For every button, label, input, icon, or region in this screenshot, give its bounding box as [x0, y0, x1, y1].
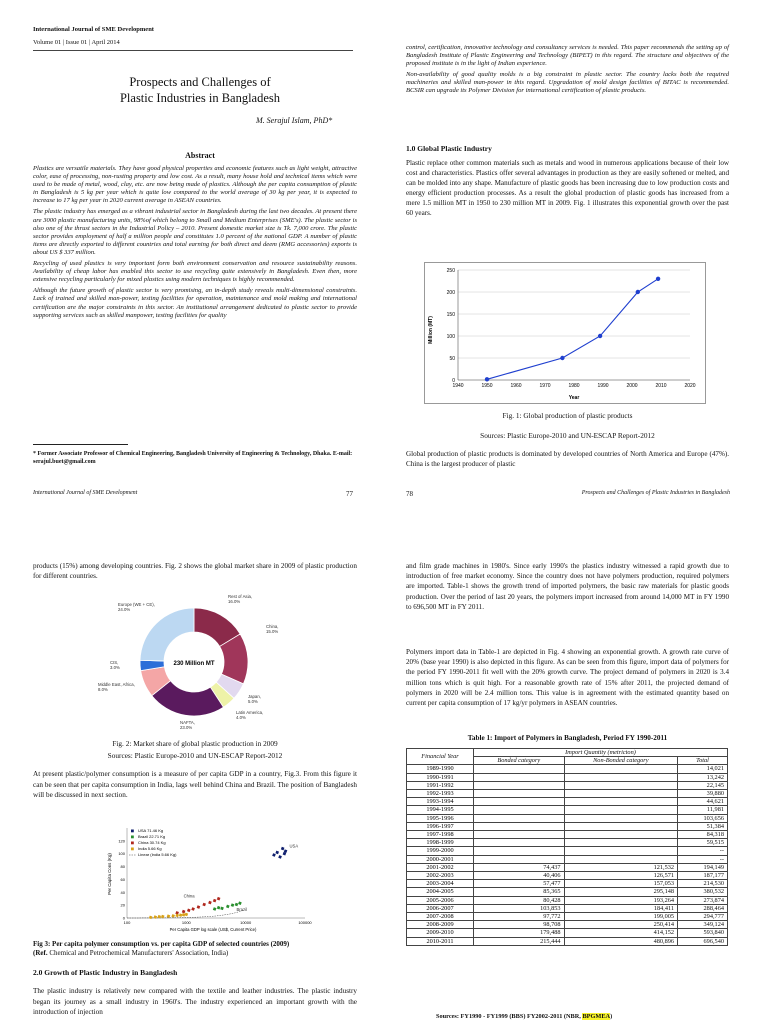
cell-bonded: 179,488 [474, 929, 565, 937]
fig1-y-tick-label: 150 [446, 311, 455, 318]
title-line-1: Prospects and Challenges of [129, 75, 271, 89]
fig1-y-tick-label: 50 [449, 355, 455, 362]
fig2-slice-label: Europe (WE + CE), 24.0% [118, 602, 155, 612]
table-row [407, 863, 728, 871]
fig3-ylabel: Per Capita Cons (Kg) [107, 853, 112, 895]
abstract-para-4: Although the future growth of plastic sector is very promising, an in-depth study reveals multi-dimensional constraints. Lack of trained and skilled man-power, testing facilities for operation, maintenance and mold making and international certification are the major constraints in this sector. An institutional arrangement dedicated to plastic sector to provide supporting services such as skilled manpower, testing facilities for quality [33, 287, 357, 319]
cell-year: 2006-2007 [407, 904, 474, 912]
fig3-data-point [185, 913, 189, 917]
fig3-ref-open: ( [33, 949, 36, 957]
fig2-slice-label: CIS, 3.0% [110, 660, 120, 670]
cell-year: 2002-2003 [407, 872, 474, 880]
fig1-data-point [598, 334, 602, 338]
cell-non-bonded [564, 831, 677, 839]
cell-total: 593,840 [678, 929, 728, 937]
cell-bonded [474, 831, 565, 839]
cell-total: 288,464 [678, 904, 728, 912]
p79-consumption-text: At present plastic/polymer consumption is a measure of per capita GDP in a country, Fig.3. From this figure it can be seen that per capita consumption in India, lags well behind China and Brazil. The position of Bangladesh will be discussed in next section. [33, 770, 357, 799]
table-source [436, 1013, 612, 1020]
cell-non-bonded: 480,896 [564, 937, 677, 945]
cell-non-bonded [564, 822, 677, 830]
cell-bonded: 215,444 [474, 937, 565, 945]
th-bonded: Bonded category [474, 757, 565, 765]
fig2-slice-label: Japan, 5.0% [248, 694, 261, 704]
cell-non-bonded: 295,148 [564, 888, 677, 896]
fig3-y-tick-label: 40 [120, 889, 125, 895]
cell-year: 2003-2004 [407, 880, 474, 888]
fig3-legend-swatch [131, 848, 134, 851]
cell-total: 84,318 [678, 831, 728, 839]
cell-year: 2010-2011 [407, 937, 474, 945]
cell-total: 13,242 [678, 773, 728, 781]
fig3-y-tick-label: 20 [120, 902, 125, 908]
table-row [407, 814, 728, 822]
cell-bonded: 98,708 [474, 921, 565, 929]
fig1-x-tick-label: 2020 [684, 383, 696, 389]
fig2-chart [90, 590, 310, 730]
table-row [407, 790, 728, 798]
table-source-highlight: BPGMEA [582, 1013, 611, 1020]
p79-text-top: products (15%) among developing countries. Fig. 2 shows the global market share in 2009 of plastic production for different countries. [33, 562, 357, 580]
fig1-data-point [656, 277, 660, 281]
p80-text-top: and film grade machines in 1980's. Since early 1990's the plastics industry witnessed a rapid growth due to introduction of free market economy. Since the country does not have polymers production, required polymers are imported. Table-1 shows the growth trend of imported polymers, the basic raw materials for plastic goods production. Over the period of last 20 years, the polymers import increased from around 14,000 MT in FY 1990 to 696,500 MT in FY 2011. [406, 562, 729, 611]
table-row [407, 880, 728, 888]
p78-page-number: 78 [406, 490, 413, 498]
table-row [407, 929, 728, 937]
table-1-title: Table 1: Import of Polymers in Bangladesh, Period FY 1990-2011 [467, 734, 668, 742]
fig3-annotation: USA [289, 843, 299, 849]
cell-total: 51,384 [678, 822, 728, 830]
table-source-close: ) [610, 1013, 613, 1020]
table-row [407, 855, 728, 863]
fig1-y-tick-label: 200 [446, 289, 455, 296]
fig1-x-tick-label: 1990 [597, 383, 609, 389]
cell-non-bonded: 121,532 [564, 863, 677, 871]
author: M. Serajul Islam, PhD* [256, 116, 333, 125]
fig2-slice-label: Latin America, 4.0% [236, 710, 264, 720]
cell-total: 273,874 [678, 896, 728, 904]
abstract-heading: Abstract [185, 151, 215, 160]
cell-non-bonded: 157,053 [564, 880, 677, 888]
cell-year: 1991-1992 [407, 781, 474, 789]
fig3-ref-label: Ref. [35, 949, 48, 957]
cell-non-bonded: 414,152 [564, 929, 677, 937]
fig1-data-point [636, 290, 640, 294]
table-row [407, 781, 728, 789]
cell-bonded [474, 765, 565, 773]
cell-bonded [474, 839, 565, 847]
cell-non-bonded [564, 781, 677, 789]
cell-total: 349,124 [678, 921, 728, 929]
cell-total: -- [678, 855, 728, 863]
fig3-legend-label: Brazil 22.71 Kg [138, 834, 166, 839]
cell-non-bonded [564, 847, 677, 855]
table-row [407, 847, 728, 855]
cell-total: 380,532 [678, 888, 728, 896]
fig3-y-tick-label: 120 [118, 838, 125, 844]
fig3-data-point [154, 915, 158, 919]
p77-page-number: 77 [346, 490, 353, 498]
fig3-data-point [187, 908, 191, 912]
cell-non-bonded: 193,264 [564, 896, 677, 904]
cell-total: 59,515 [678, 839, 728, 847]
cell-year: 2004-2005 [407, 888, 474, 896]
import-table [406, 748, 728, 946]
fig1-x-tick-label: 1950 [481, 383, 493, 389]
table-row [407, 798, 728, 806]
cell-year: 1990-1991 [407, 773, 474, 781]
cell-bonded: 80,428 [474, 896, 565, 904]
cell-total: 39,880 [678, 790, 728, 798]
cell-non-bonded [564, 790, 677, 798]
fig3-chart [105, 822, 310, 934]
cell-non-bonded: 199,005 [564, 913, 677, 921]
fig3-data-point [182, 910, 186, 914]
fig3-data-point [278, 855, 282, 859]
cell-non-bonded [564, 765, 677, 773]
fig3-data-point [191, 907, 195, 911]
cell-year: 1998-1999 [407, 839, 474, 847]
fig3-y-tick-label: 60 [120, 876, 125, 882]
fig3-data-point [272, 853, 276, 857]
section-1-text: Plastic replace other common materials such as metals and wood in numerous applications because of their low cost and characteristics. Plastics offer several advantages in production as they are easily softened or melted, and can be molded into any shape. Manufacture of plastic goods has been increasing due to low production costs and energy efficient production processes. As a result the global production of plastic goods has increased from a mere 1.5 million MT in 1950 to 230 million MT in 2009. Fig. 1 illustrates this exponential growth over the past 60 years. [406, 159, 729, 217]
cell-bonded: 85,365 [474, 888, 565, 896]
cell-year: 2008-2009 [407, 921, 474, 929]
fig3-annotation: Brazil [236, 906, 247, 912]
fig1-chart [424, 262, 706, 404]
fig1-data-point [485, 377, 489, 381]
cell-year: 1992-1993 [407, 790, 474, 798]
cell-bonded [474, 790, 565, 798]
cell-total: 214,530 [678, 880, 728, 888]
after-fig1-text: Global production of plastic products is dominated by developed countries of North America and Europe (47%). China is the largest producer of plastic [406, 450, 729, 468]
fig1-data-point [560, 356, 564, 360]
cell-bonded: 103,853 [474, 904, 565, 912]
cell-non-bonded [564, 855, 677, 863]
cell-total: 11,981 [678, 806, 728, 814]
fig1-x-tick-label: 1970 [539, 383, 551, 389]
abstract-continued [406, 44, 729, 96]
fig3-data-point [149, 916, 153, 920]
cell-total: 103,656 [678, 814, 728, 822]
fig3-xlabel: Per Capita GDP log scale (US$, Current Price) [169, 927, 257, 932]
fig3-legend-label: Linear (India 5.66 Kg) [138, 852, 177, 857]
cell-year: 2009-2010 [407, 929, 474, 937]
table-row [407, 872, 728, 880]
cell-bonded [474, 781, 565, 789]
cell-year: 2005-2006 [407, 896, 474, 904]
p80-text-2: Polymers import data in Table-1 are depicted in Fig. 4 showing an exponential growth. A growth rate curve of 20% (base year 1990) is also depicted in this figure. As can be seen from this figure, import data of polymers for the period FY 1990-2011 fit well with the 20% growth curve. The project demand of polymers in 2020 is 3.4 million tons which is quit high. For a reasonable growth rate of 15% after 2011, the projected demand of polymers in 2020 will be 2.4 million tons. This value is in agreement with the estimated quantity based on current per capita consumption of 17 kg/yr polymers in ASEAN countries. [406, 648, 729, 708]
fig3-y-tick-label: 100 [118, 851, 125, 857]
table-row [407, 773, 728, 781]
table-row [407, 888, 728, 896]
cell-non-bonded: 184,411 [564, 904, 677, 912]
import-table-body [407, 765, 728, 945]
fig2-slice-label: China, 15.0% [266, 624, 279, 634]
abstract-para-2: The plastic industry has emerged as a vibrant industrial sector in Bangladesh during the last two decades. At present there are 3000 plastic manufacturing units, 98%of which belong to Small and Medium Enterprises (SME's). The plastic sector is also one of the thrust sectors in the Industrial Policy – 2010. Present domestic market size is Tk. 7,000 crore. The plastic sector provides employment of half a million people and constitutes 1.0 percent of the national GDP. A number of plastic items are directly exported to different countries and total earning for both direct and deem (RMG accessories) exports is about US $ 337 million. [33, 208, 357, 256]
section-1-heading: 1.0 Global Plastic Industry [406, 144, 492, 153]
fig3-x-tick-label: 100000 [298, 920, 312, 925]
fig3-legend-swatch [131, 836, 134, 839]
th-total: Total [678, 757, 728, 765]
th-financial-year: Financial Year [407, 749, 474, 765]
cell-year: 1995-1996 [407, 814, 474, 822]
fig2-slice [140, 608, 194, 661]
cell-non-bonded [564, 798, 677, 806]
cell-year: 2001-2002 [407, 863, 474, 871]
cell-year: 1999-2000 [407, 847, 474, 855]
cell-bonded [474, 798, 565, 806]
fig1-x-tick-label: 1980 [568, 383, 580, 389]
volume-line: Volume 01 | Issue 01 | April 2014 [33, 39, 120, 46]
fig3-data-point [226, 905, 230, 909]
cell-non-bonded: 126,571 [564, 872, 677, 880]
fig2-caption: Fig. 2: Market share of global plastic production in 2009 [112, 739, 278, 748]
cell-total: 44,621 [678, 798, 728, 806]
fig3-ref-text: Chemical and Petrochemical Manufacturers' Association, India) [47, 949, 229, 957]
fig3-data-point [235, 903, 239, 907]
fig3-x-tick-label: 1000 [181, 920, 191, 925]
fig2-slice-label: Rest of Asia, 16.0% [228, 594, 253, 604]
abstract-body [33, 165, 357, 320]
fig2-center-label: 230 Million MT [173, 661, 215, 667]
table-row [407, 765, 728, 773]
cell-total: 294,777 [678, 913, 728, 921]
th-import-quantity: Import Quantity (metricton) [474, 749, 728, 757]
table-row [407, 921, 728, 929]
section-2-heading: 2.0 Growth of Plastic Industry in Bangladesh [33, 968, 178, 977]
cell-non-bonded [564, 773, 677, 781]
fig2-source: Sources: Plastic Europe-2010 and UN-ESCAP Report-2012 [107, 751, 283, 760]
fig1-y-tick-label: 100 [446, 333, 455, 340]
cell-year: 1993-1994 [407, 798, 474, 806]
fig3-data-point [217, 906, 221, 910]
cell-non-bonded [564, 806, 677, 814]
fig3-data-point [231, 903, 235, 907]
fig1-y-tick-label: 0 [452, 377, 455, 384]
abstract-para-3: Recycling of used plastics is very important form both environment conservation and resource sustainability reasons. Availability of cheap labor has enabled this sector to use recycling quite extensively in Bangladesh. Even then, more extensive recycling particularly for mixed plastics using modern techniques is highly recommended. [33, 260, 357, 284]
fig3-legend-label: USA 71.46 Kg [138, 828, 164, 833]
fig3-data-point [238, 901, 242, 905]
cell-total: 14,021 [678, 765, 728, 773]
table-row [407, 937, 728, 945]
fig3-data-point [275, 851, 279, 855]
cell-non-bonded [564, 814, 677, 822]
fig3-caption-text: Fig 3: Per capita polymer consumption vs. per capita GDP of selected countries (2009) [33, 940, 290, 948]
fig3-data-point [175, 914, 179, 918]
cell-non-bonded [564, 839, 677, 847]
fig3-data-point [202, 903, 206, 907]
cell-total: 22,145 [678, 781, 728, 789]
article-title [60, 74, 340, 106]
fig3-data-point [213, 899, 217, 903]
cell-total: 194,149 [678, 863, 728, 871]
fig3-x-tick-label: 100 [123, 920, 131, 925]
footnote: * Former Associate Professor of Chemical Engineering, Bangladesh University of Engineering & Technology, Dhaka. E-mail: serajul.buet@gmail.com [33, 451, 353, 465]
fig3-y-tick-label: 0 [122, 915, 125, 921]
table-row [407, 839, 728, 847]
footnote-rule [33, 444, 128, 445]
cell-bonded [474, 806, 565, 814]
cell-year: 2007-2008 [407, 913, 474, 921]
cell-bonded [474, 847, 565, 855]
cell-year: 1994-1995 [407, 806, 474, 814]
fig3-data-point [208, 901, 212, 905]
cell-bonded: 57,477 [474, 880, 565, 888]
fig3-data-point [213, 907, 217, 911]
cell-year: 1989-1990 [407, 765, 474, 773]
abstract-cont-para-2: Non-availability of good quality molds is a big constraint in plastic sector. The country lacks both the required machineries and skilled man-power in this regard. Upgradation of mold design facilities of BITAC is recommended. BCSIR can upgrade its Polymer Division for international certification of plastic products. [406, 71, 729, 95]
fig2-slice-label: Middle East, Africa, 8.0% [98, 682, 135, 692]
fig3-data-point [197, 905, 201, 909]
fig1-ylabel: Million (MT) [428, 316, 434, 344]
fig1-caption: Fig. 1: Global production of plastic products [502, 411, 633, 420]
table-row [407, 822, 728, 830]
cell-bonded: 40,406 [474, 872, 565, 880]
abstract-para-1: Plastics are versatile materials. They have good physical properties and economic features such as light weight, attractive color, ease of processing, non-rusting property and low cost. As a result, many house hold and technical items which were used to be made of metal, wood, clay, etc. are now being made of plastics. Although the per capita consumption of plastic in Bangladesh is 5 kg per year which is quite low compared to the world average of 30 kg per year, it is expected to increase to 17 kg per year in 2020 current average in ASEAN countries. [33, 165, 357, 205]
fig3-legend-label: India 5.66 Kg [138, 846, 162, 851]
abstract-cont-para-1: control, certification, innovative technology and consultancy services is needed. This paper recommends the setting up of Bangladesh Institute of Plastic Engineering and Technology (BIPET) in this regard. The structure and objectives of the proposed institute is in the light of Indian experience. [406, 44, 729, 68]
header-rule [33, 50, 353, 51]
cell-bonded [474, 855, 565, 863]
cell-year: 1997-1998 [407, 831, 474, 839]
cell-total: 696,540 [678, 937, 728, 945]
fig2-slice-label: NAFTA, 23.0% [180, 720, 195, 730]
cell-year: 2000-2001 [407, 855, 474, 863]
fig3-caption [33, 940, 357, 958]
fig1-x-tick-label: 2010 [655, 383, 667, 389]
fig3-data-point [281, 847, 285, 851]
cell-bonded [474, 822, 565, 830]
cell-bonded: 74,437 [474, 863, 565, 871]
fig3-data-point [220, 907, 224, 911]
fig3-legend-swatch [131, 842, 134, 845]
fig3-legend-swatch [131, 830, 134, 833]
table-row [407, 904, 728, 912]
title-line-2: Plastic Industries in Bangladesh [119, 91, 281, 105]
table-row [407, 896, 728, 904]
fig3-legend-label: China 30.74 Kg [138, 840, 166, 845]
fig1-x-tick-label: 1960 [510, 383, 522, 389]
table-row [407, 913, 728, 921]
fig3-data-point [179, 913, 183, 917]
section-2-text: The plastic industry is relatively new compared with the textile and leather industries. The plastic industry began its journey as a small industry in 1960's. The industry experienced an important growth with the introduction of injection [33, 987, 357, 1016]
cell-bonded [474, 773, 565, 781]
fig3-data-point [171, 914, 175, 918]
fig3-x-tick-label: 10000 [240, 920, 252, 925]
cell-bonded: 97,772 [474, 913, 565, 921]
fig3-y-tick-label: 80 [120, 864, 125, 870]
fig3-annotation: China [183, 893, 195, 899]
fig1-source: Sources: Plastic Europe-2010 and UN-ESCAP Report-2012 [480, 431, 655, 440]
fig3-data-point [217, 897, 221, 901]
table-source-text: Sources: FY1990 - FY1999 (BBS) FY2002-2011 (NBR, [436, 1013, 583, 1020]
fig1-x-tick-label: 2000 [626, 383, 638, 389]
cell-total: 187,177 [678, 872, 728, 880]
fig3-data-point [167, 914, 171, 918]
fig1-x-tick-label: 1940 [452, 383, 464, 389]
p78-footer-title: Prospects and Challenges of Plastic Industries in Bangladesh [581, 490, 730, 496]
table-row [407, 806, 728, 814]
cell-year: 1996-1997 [407, 822, 474, 830]
fig1-xlabel: Year [568, 395, 580, 401]
table-row [407, 831, 728, 839]
fig3-legend [129, 828, 177, 857]
fig1-y-tick-label: 250 [446, 267, 455, 274]
journal-name: International Journal of SME Development [33, 26, 154, 33]
p77-footer-journal: International Journal of SME Development [33, 490, 138, 496]
cell-bonded [474, 814, 565, 822]
th-non-bonded: Non-Bonded category [564, 757, 677, 765]
cell-non-bonded: 250,414 [564, 921, 677, 929]
cell-total: -- [678, 847, 728, 855]
